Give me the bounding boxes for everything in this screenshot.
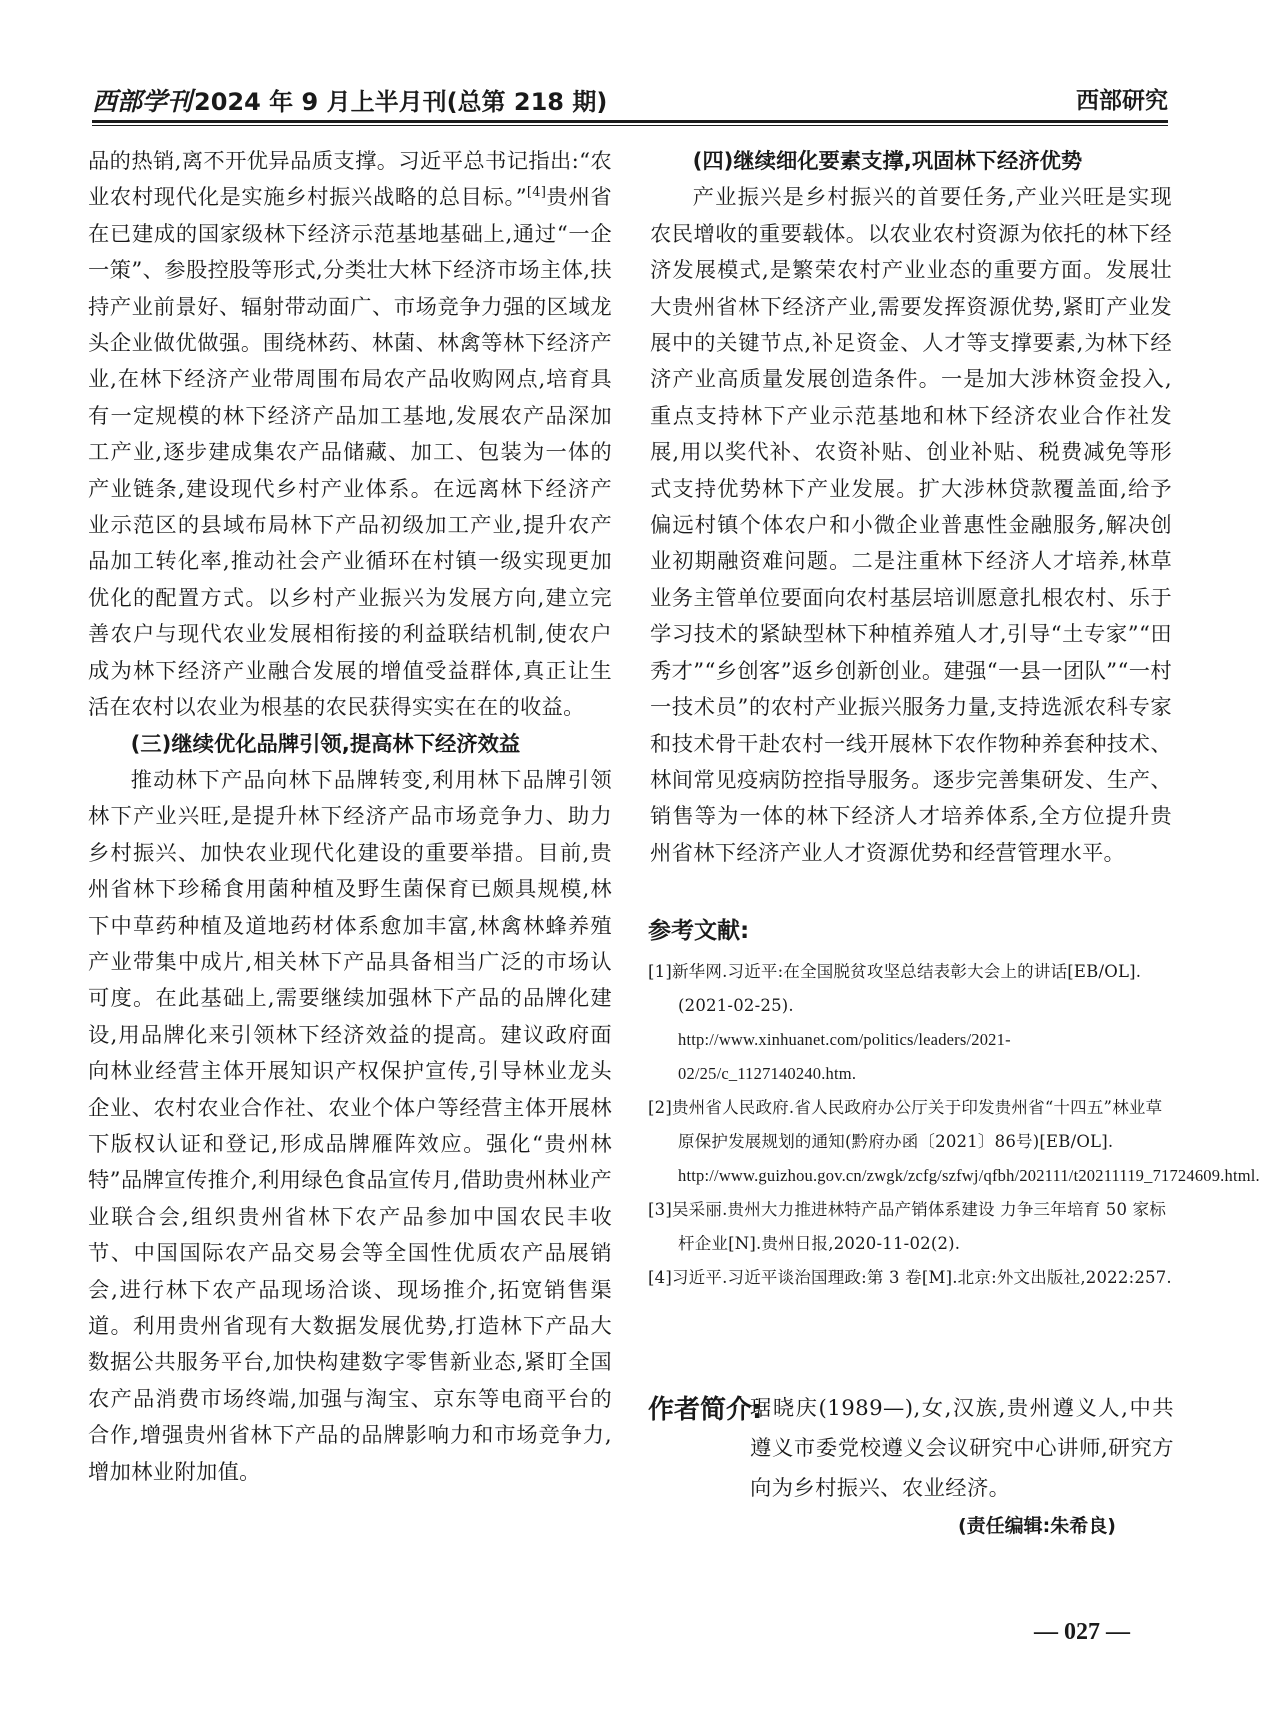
page-number: — 027 — [1034,1619,1130,1645]
citation-ref: [4] [526,185,547,201]
header-rule [92,120,1168,123]
author-label: 作者简介: [648,1395,763,1425]
running-header [92,78,1168,118]
reference-text: [3]吴采丽.贵州大力推进林特产品产销体系建设 力争三年培育 50 家标杆企业[N].贵州日报,2020-11-02(2). [648,1200,1167,1253]
editor-note: (责任编辑:朱希良) [958,1515,1116,1537]
right-column [650,144,1172,872]
header-rule-thin [92,125,1168,126]
reference-text: [1]新华网.习近平:在全国脱贫攻坚总结表彰大会上的讲话[EB/OL].(2021-02-25). [648,962,1142,1015]
journal-issue [92,82,607,118]
reference-item [648,955,1174,1091]
author-text: 琚晓庆(1989—),女,汉族,贵州遵义人,中共遵义市委党校遵义会议研究中心讲师,研究方向为乡村振兴、农业经济。 [750,1396,1174,1501]
paragraph: 产业振兴是乡村振兴的首要任务,产业兴旺是实现农民增收的重要载体。以农业农村资源为依托的林下经济发展模式,是繁荣农村产业业态的重要方面。发展壮大贵州省林下经济产业,需要发挥资源优势,紧盯产业发展中的关键节点,补足资金、人才等支撑要素,为林下经济产业高质量发展创造条件。一是加大涉林资金投入,重点支持林下产业示范基地和林下经济农业合作社发展,用以奖代补、农资补贴、创业补贴、税费减免等形式支持优势林下产业发展。扩大涉林贷款覆盖面,给予偏远村镇个体农户和小微企业普惠性金融服务,解决创业初期融资难问题。二是注重林下经济人才培养,林草业务主管单位要面向农村基层培训愿意扎根农村、乐于学习技术的紧缺型林下种植养殖人才,引导“土专家”“田秀才”“乡创客”返乡创新创业。建强“一县一团队”“一村一技术员”的农村产业振兴服务力量,支持选派农科专家和技术骨干赴农村一线开展林下农作物种养套种技术、林间常见疫病防控指导服务。逐步完善集研发、生产、销售等为一体的林下经济人才培养体系,全方位提升贵州省林下经济产业人才资源优势和经营管理水平。 [650,185,1172,866]
reference-url: http://www.guizhou.gov.cn/zwgk/zcfg/szfwj/qfbh/202111/t20211119_71724609.html. [678,1166,1260,1185]
reference-url: http://www.xinhuanet.com/politics/leaders/2021-02/25/c_1127140240.htm. [678,1030,1011,1083]
left-column [88,144,612,1491]
reference-item [648,1193,1174,1261]
references [648,912,1260,1295]
paragraph-text: 贵州省在已建成的国家级林下经济示范基地基础上,通过“一企一策”、参股控股等形式,分类壮大林下经济市场主体,扶持产业前景好、辐射带动面广、市场竞争力强的区域龙头企业做优做强。围绕林药、林菌、林禽等林下经济产业,在林下经济产业带周围布局农产品收购网点,培育具有一定规模的林下经济产品加工基地,发展农产品深加工产业,逐步建成集农产品储藏、加工、包装为一体的产业链条,建设现代乡村产业体系。在远离林下经济产业示范区的县域布局林下产品初级加工产业,提升农产品加工转化率,推动社会产业循环在村镇一级实现更加优化的配置方式。以乡村产业振兴为发展方向,建立完善农户与现代农业发展相衔接的利益联结机制,使农户成为林下经济产业融合发展的增值受益群体,真正让生活在农村以农业为根基的农民获得实实在在的收益。 [88,185,612,721]
paragraph: 推动林下产品向林下品牌转变,利用林下品牌引领林下产业兴旺,是提升林下经济产品市场竞争力、助力乡村振兴、加快农业现代化建设的重要举措。目前,贵州省林下珍稀食用菌种植及野生菌保育已颇具规模,林下中草药种植及道地药材体系愈加丰富,林禽林蜂养殖产业带集中成片,相关林下产品具备相当广泛的市场认可度。在此基础上,需要继续加强林下产品的品牌化建设,用品牌化来引领林下经济效益的提高。建议政府面向林业经营主体开展知识产权保护宣传,引导林业龙头企业、农村农业合作社、农业个体户等经营主体开展林下版权认证和登记,形成品牌雁阵效应。强化“贵州林特”品牌宣传推介,利用绿色食品宣传月,借助贵州林业产业联合会,组织贵州省林下农产品参加中国农民丰收节、中国国际农产品交易会等全国性优质农产品展销会,进行林下农产品现场洽谈、现场推介,拓宽销售渠道。利用贵州省现有大数据发展优势,打造林下产品大数据公共服务平台,加快构建数字零售新业态,紧盯全国农产品消费市场终端,加强与淘宝、京东等电商平台的合作,增强贵州省林下产品的品牌影响力和市场竞争力,增加林业附加值。 [88,767,612,1485]
section-heading: (四)继续细化要素支撑,巩固林下经济优势 [692,149,1083,174]
section-heading: (三)继续优化品牌引领,提高林下经济效益 [130,731,521,757]
section-label: 西部研究 [1076,88,1168,114]
paragraph-text: 品的热销,离不开优异品质支撑。习近平总书记指出:“农业农村现代化是实施乡村振兴战略的总目标。” [88,149,612,211]
paragraph [88,144,612,727]
references-title: 参考文献: [648,918,750,944]
author-bio [648,1389,1174,1509]
journal-logo: 西部学刊 [92,87,193,116]
reference-text: [2]贵州省人民政府.省人民政府办公厅关于印发贵州省“十四五”林业草原保护发展规划的通知(黔府办函〔2021〕86号)[EB/OL]. [648,1098,1163,1151]
reference-item [648,1091,1260,1193]
reference-text: [4]习近平.习近平谈治国理政:第 3 卷[M].北京:外文出版社,2022:257. [648,1268,1172,1287]
reference-item [648,1261,1174,1295]
issue-label: 2024 年 9 月上半月刊(总第 218 期) [194,88,608,116]
